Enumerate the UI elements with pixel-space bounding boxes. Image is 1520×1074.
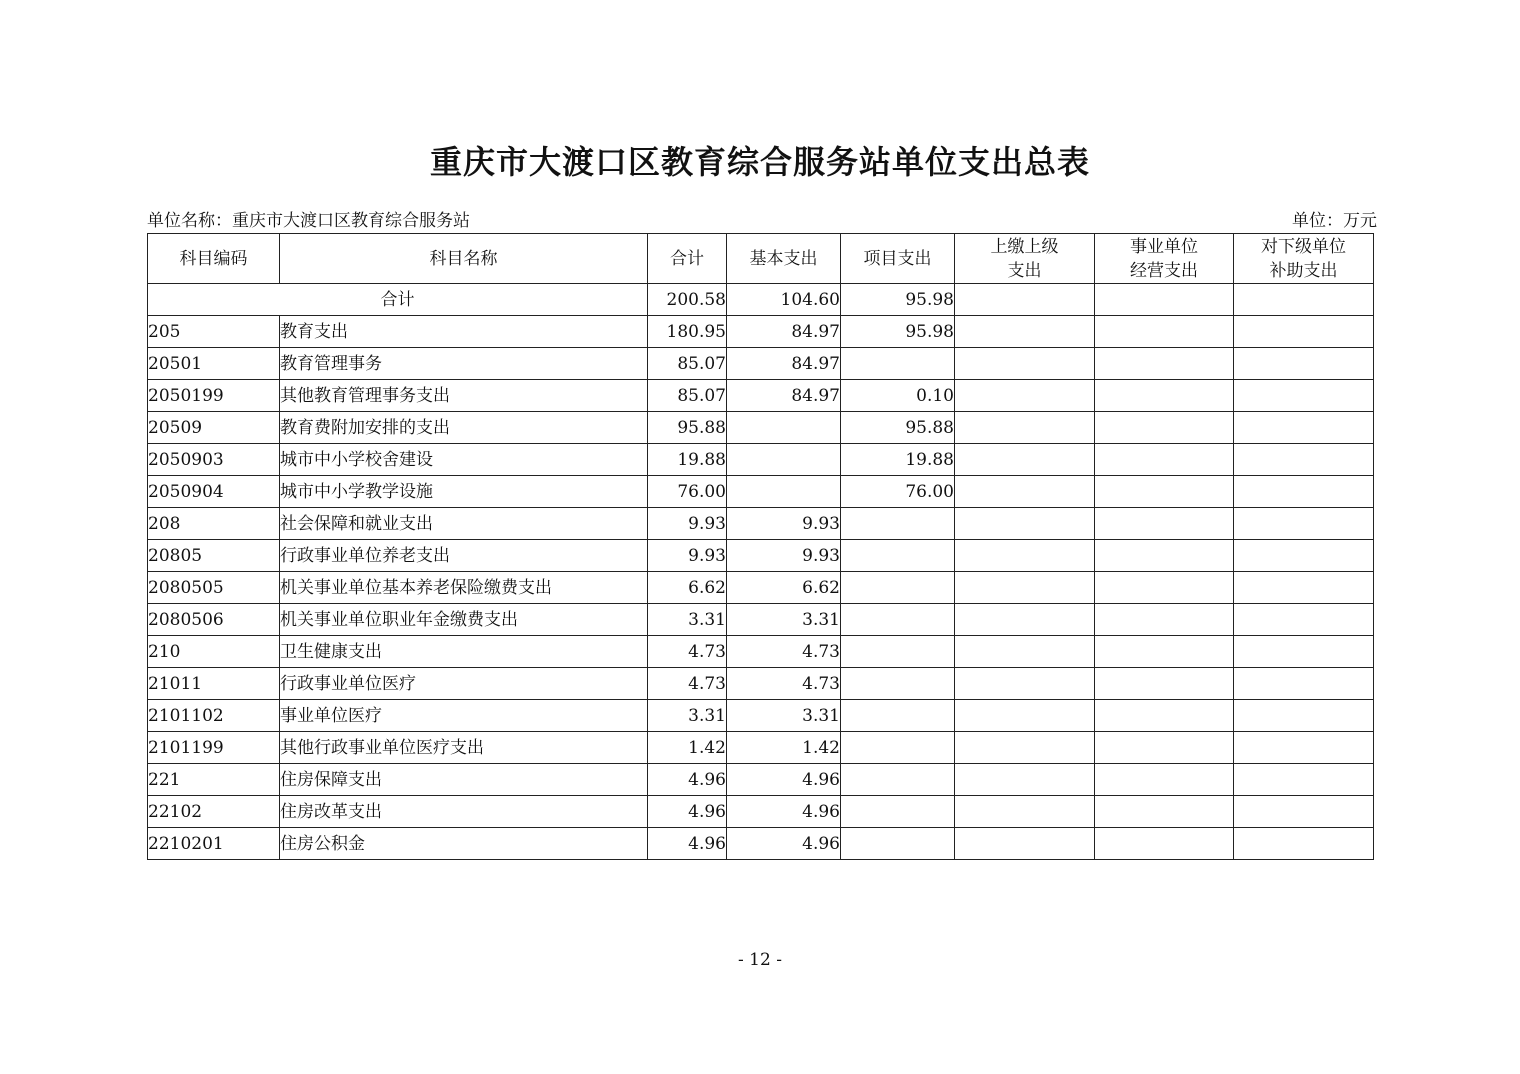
table-row — [148, 316, 1374, 348]
table-row — [148, 764, 1374, 796]
row-project — [841, 764, 955, 796]
row-code: 2080506 — [148, 604, 280, 636]
table-row — [148, 540, 1374, 572]
row-business — [1095, 380, 1234, 412]
row-basic: 4.96 — [727, 828, 841, 860]
row-upper — [955, 604, 1095, 636]
row-business — [1095, 540, 1234, 572]
row-business — [1095, 316, 1234, 348]
row-code: 2101199 — [148, 732, 280, 764]
row-business — [1095, 604, 1234, 636]
row-name: 教育管理事务 — [280, 348, 648, 380]
row-basic: 6.62 — [727, 572, 841, 604]
row-project — [841, 572, 955, 604]
row-basic: 84.97 — [727, 380, 841, 412]
row-subsidy — [1234, 476, 1374, 508]
table-row — [148, 508, 1374, 540]
row-code: 2050904 — [148, 476, 280, 508]
table-row — [148, 348, 1374, 380]
row-basic: 84.97 — [727, 316, 841, 348]
table-row — [148, 380, 1374, 412]
header-total: 合计 — [648, 234, 727, 284]
row-basic — [727, 476, 841, 508]
table-meta — [147, 209, 1377, 233]
row-name: 城市中小学校舍建设 — [280, 444, 648, 476]
header-row — [148, 234, 1374, 284]
row-total: 4.96 — [648, 764, 727, 796]
row-business — [1095, 412, 1234, 444]
row-upper — [955, 636, 1095, 668]
row-subsidy — [1234, 444, 1374, 476]
row-name: 行政事业单位养老支出 — [280, 540, 648, 572]
row-basic: 4.73 — [727, 636, 841, 668]
row-total: 4.96 — [648, 828, 727, 860]
page-title: 重庆市大渡口区教育综合服务站单位支出总表 — [429, 143, 1090, 181]
row-upper — [955, 732, 1095, 764]
row-project — [841, 508, 955, 540]
row-total: 85.07 — [648, 348, 727, 380]
header-name: 科目名称 — [280, 234, 648, 284]
row-basic: 4.73 — [727, 668, 841, 700]
row-basic: 4.96 — [727, 764, 841, 796]
table-row — [148, 412, 1374, 444]
unit-label: 单位：万元 — [1292, 211, 1377, 231]
row-upper — [955, 476, 1095, 508]
table-row — [148, 636, 1374, 668]
row-code: 22102 — [148, 796, 280, 828]
header-business-line2: 经营支出 — [1130, 260, 1198, 281]
header-business — [1095, 234, 1234, 284]
table-row — [148, 828, 1374, 860]
row-code: 20501 — [148, 348, 280, 380]
row-name: 机关事业单位职业年金缴费支出 — [280, 604, 648, 636]
row-upper — [955, 540, 1095, 572]
row-upper — [955, 828, 1095, 860]
row-business — [1095, 508, 1234, 540]
row-code: 2080505 — [148, 572, 280, 604]
row-project — [841, 700, 955, 732]
row-upper — [955, 412, 1095, 444]
header-code: 科目编码 — [148, 234, 280, 284]
row-total: 4.96 — [648, 796, 727, 828]
row-business — [1095, 764, 1234, 796]
row-total: 76.00 — [648, 476, 727, 508]
row-code: 208 — [148, 508, 280, 540]
row-name: 社会保障和就业支出 — [280, 508, 648, 540]
header-subsidy — [1234, 234, 1374, 284]
row-upper — [955, 796, 1095, 828]
row-basic: 3.31 — [727, 604, 841, 636]
table-row — [148, 476, 1374, 508]
row-name: 行政事业单位医疗 — [280, 668, 648, 700]
row-basic: 4.96 — [727, 796, 841, 828]
total-business — [1095, 284, 1234, 316]
row-project — [841, 668, 955, 700]
table-row — [148, 796, 1374, 828]
row-upper — [955, 700, 1095, 732]
row-business — [1095, 668, 1234, 700]
row-total: 180.95 — [648, 316, 727, 348]
row-code: 205 — [148, 316, 280, 348]
row-name: 教育支出 — [280, 316, 648, 348]
header-subsidy-line1: 对下级单位 — [1261, 236, 1346, 257]
row-subsidy — [1234, 796, 1374, 828]
row-code: 21011 — [148, 668, 280, 700]
row-name: 教育费附加安排的支出 — [280, 412, 648, 444]
row-business — [1095, 636, 1234, 668]
row-upper — [955, 348, 1095, 380]
table-row — [148, 444, 1374, 476]
row-upper — [955, 444, 1095, 476]
row-upper — [955, 380, 1095, 412]
row-total: 19.88 — [648, 444, 727, 476]
total-basic: 104.60 — [727, 284, 841, 316]
row-total: 6.62 — [648, 572, 727, 604]
row-subsidy — [1234, 764, 1374, 796]
row-basic: 1.42 — [727, 732, 841, 764]
row-code: 2050903 — [148, 444, 280, 476]
row-name: 机关事业单位基本养老保险缴费支出 — [280, 572, 648, 604]
row-total: 4.73 — [648, 636, 727, 668]
row-upper — [955, 764, 1095, 796]
row-subsidy — [1234, 508, 1374, 540]
row-project: 95.88 — [841, 412, 955, 444]
total-row — [148, 284, 1374, 316]
row-subsidy — [1234, 540, 1374, 572]
table-row — [148, 732, 1374, 764]
row-project — [841, 540, 955, 572]
row-upper — [955, 508, 1095, 540]
row-total: 95.88 — [648, 412, 727, 444]
row-business — [1095, 796, 1234, 828]
row-business — [1095, 444, 1234, 476]
row-code: 221 — [148, 764, 280, 796]
header-project: 项目支出 — [841, 234, 955, 284]
row-total: 4.73 — [648, 668, 727, 700]
row-name: 住房保障支出 — [280, 764, 648, 796]
row-total: 3.31 — [648, 604, 727, 636]
row-subsidy — [1234, 380, 1374, 412]
total-total: 200.58 — [648, 284, 727, 316]
table-row — [148, 572, 1374, 604]
row-total: 9.93 — [648, 540, 727, 572]
row-project: 76.00 — [841, 476, 955, 508]
row-subsidy — [1234, 732, 1374, 764]
page-number: - 12 - — [738, 950, 782, 970]
header-business-line1: 事业单位 — [1130, 236, 1198, 257]
unit-name: 单位名称：重庆市大渡口区教育综合服务站 — [147, 211, 470, 231]
row-code: 210 — [148, 636, 280, 668]
row-total: 9.93 — [648, 508, 727, 540]
expenditure-table — [147, 233, 1374, 860]
row-project: 95.98 — [841, 316, 955, 348]
row-project: 19.88 — [841, 444, 955, 476]
row-project — [841, 732, 955, 764]
row-total: 1.42 — [648, 732, 727, 764]
row-business — [1095, 348, 1234, 380]
row-name: 住房公积金 — [280, 828, 648, 860]
row-upper — [955, 316, 1095, 348]
row-subsidy — [1234, 412, 1374, 444]
header-upper — [955, 234, 1095, 284]
row-business — [1095, 572, 1234, 604]
row-basic: 3.31 — [727, 700, 841, 732]
row-subsidy — [1234, 668, 1374, 700]
row-name: 城市中小学教学设施 — [280, 476, 648, 508]
table-row — [148, 668, 1374, 700]
row-upper — [955, 572, 1095, 604]
row-subsidy — [1234, 316, 1374, 348]
row-basic: 9.93 — [727, 508, 841, 540]
total-label: 合计 — [148, 284, 648, 316]
row-code: 2210201 — [148, 828, 280, 860]
row-subsidy — [1234, 604, 1374, 636]
row-name: 事业单位医疗 — [280, 700, 648, 732]
row-code: 20805 — [148, 540, 280, 572]
row-project: 0.10 — [841, 380, 955, 412]
table-row — [148, 604, 1374, 636]
header-basic: 基本支出 — [727, 234, 841, 284]
header-subsidy-line2: 补助支出 — [1269, 260, 1338, 281]
table-row — [148, 700, 1374, 732]
row-project — [841, 604, 955, 636]
row-name: 其他教育管理事务支出 — [280, 380, 648, 412]
row-upper — [955, 668, 1095, 700]
row-subsidy — [1234, 636, 1374, 668]
row-code: 2050199 — [148, 380, 280, 412]
row-code: 2101102 — [148, 700, 280, 732]
row-project — [841, 636, 955, 668]
total-subsidy — [1234, 284, 1374, 316]
row-subsidy — [1234, 828, 1374, 860]
row-business — [1095, 476, 1234, 508]
total-project: 95.98 — [841, 284, 955, 316]
row-project — [841, 828, 955, 860]
row-subsidy — [1234, 700, 1374, 732]
row-name: 其他行政事业单位医疗支出 — [280, 732, 648, 764]
row-basic — [727, 444, 841, 476]
row-name: 卫生健康支出 — [280, 636, 648, 668]
row-basic: 84.97 — [727, 348, 841, 380]
total-upper — [955, 284, 1095, 316]
row-subsidy — [1234, 348, 1374, 380]
row-name: 住房改革支出 — [280, 796, 648, 828]
row-basic: 9.93 — [727, 540, 841, 572]
row-total: 3.31 — [648, 700, 727, 732]
header-upper-line1: 上缴上级 — [990, 236, 1059, 257]
row-project — [841, 348, 955, 380]
row-total: 85.07 — [648, 380, 727, 412]
row-business — [1095, 732, 1234, 764]
row-code: 20509 — [148, 412, 280, 444]
row-business — [1095, 700, 1234, 732]
row-subsidy — [1234, 572, 1374, 604]
header-upper-line2: 支出 — [1007, 260, 1042, 281]
row-business — [1095, 828, 1234, 860]
row-project — [841, 796, 955, 828]
row-basic — [727, 412, 841, 444]
